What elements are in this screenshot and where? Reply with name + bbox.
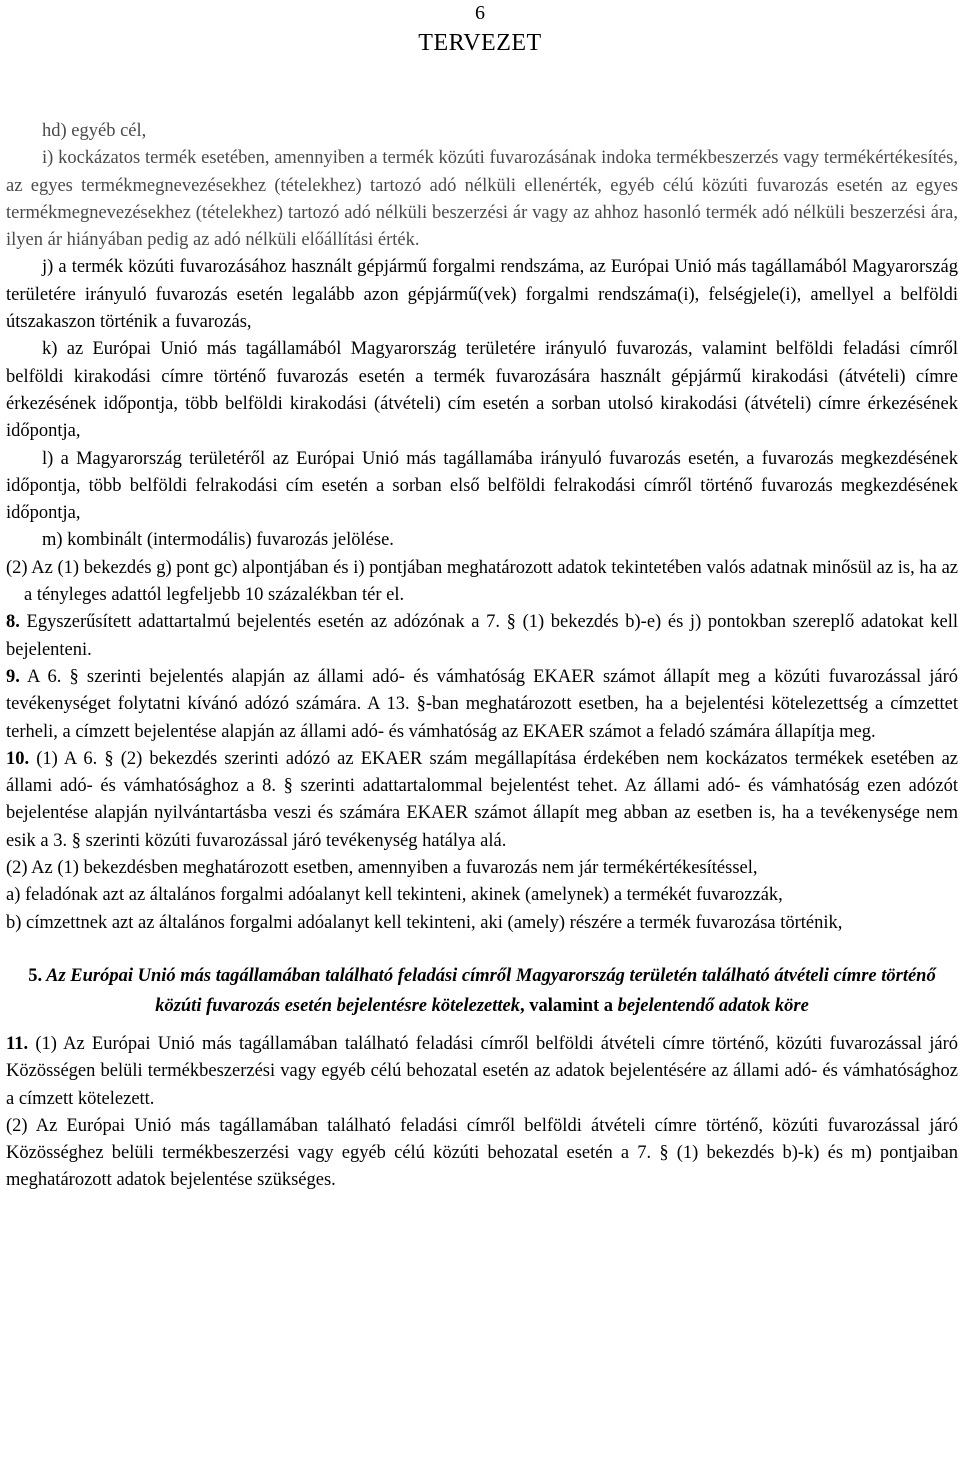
section-10: 10. (1) A 6. § (2) bekezdés szerinti adózó az EKAER szám megállapítása érdekében nem kockázatos termékek esetében az állami adó- és vámhatósághoz a 8. § szerinti adattartalommal bejelentést tehet. Az állami adó- és vámhatóság ezen adózót bejelentése alapján nyilvántartásba veszi és számára EKAER számot állapít meg abban az esetben is, ha a tevékenysége nem esik a 3. § szerinti közúti fuvarozással járó tevékenység hatálya alá. bbox=[6, 748, 959, 851]
chapter-5-number: 5. bbox=[28, 965, 43, 986]
section-11-number: 11. bbox=[6, 1033, 29, 1054]
section-10-paragraph-2: (2) Az (1) bekezdésben meghatározott esetben, amennyiben a fuvarozás nem jár termékértékesítéssel, bbox=[6, 858, 758, 879]
draft-label: TERVEZET bbox=[418, 30, 542, 56]
section-8-number: 8. bbox=[6, 612, 20, 633]
section-9-number: 9. bbox=[6, 666, 20, 687]
document-body bbox=[6, 118, 958, 1195]
paragraph-2: (2) Az (1) bekezdés g) pont gc) alpontjában és i) pontjában meghatározott adatok tekintetében valós adatnak minősül az is, ha az a tényleges adattól legfeljebb 10 százalékban tér el. bbox=[6, 557, 958, 606]
section-10-item-b: b) címzettnek azt az általános forgalmi adóalanyt kell tekinteni, aki (amely) részére a termék fuvarozása történik, bbox=[6, 912, 843, 933]
chapter-5-heading: 5. Az Európai Unió más tagállamában található feladási címről Magyarország területén található átvételi címre történő közúti fuvarozás esetén bejelentésre kötelezettek, valamint a bejelentendő adatok köre bbox=[28, 965, 936, 1016]
item-m: m) kombinált (intermodális) fuvarozás jelölése. bbox=[42, 530, 394, 551]
section-11-paragraph-2: (2) Az Európai Unió más tagállamában található feladási címről belföldi átvételi címre történő, közúti fuvarozással járó Közösséghez belüli termékbeszerzési vagy egyéb célú közúti behozatal esetén a 7. § (1) bekezdés b)-k) és m) pontjaiban meghatározott adatok bejelentése szükséges. bbox=[6, 1115, 958, 1191]
item-hd: hd) egyéb cél, bbox=[42, 121, 147, 141]
item-j: j) a termék közúti fuvarozásához használt gépjármű forgalmi rendszáma, az Európai Unió más tagállamából Magyarország területére irányuló fuvarozás esetén legalább azon gépjármű(vek) forgalmi rendszáma(i), felségjele(i), amellyel a belföldi útszakaszon történik a fuvarozás, bbox=[6, 257, 958, 333]
section-10-number: 10. bbox=[6, 748, 30, 769]
chapter-5-title: Az Európai Unió más tagállamában található feladási címről Magyarország területén található átvételi címre történő közúti fuvarozás esetén bejelentésre kötelezettek bbox=[46, 965, 936, 1016]
section-8: 8. Egyszerűsített adattartalmú bejelentés esetén az adózónak a 7. § (1) bekezdés b)-e) és j) pontokban szereplő adatokat kell bejelenteni. bbox=[6, 612, 959, 660]
item-k: k) az Európai Unió más tagállamából Magyarország területére irányuló fuvarozás, valamint belföldi feladási címről belföldi kirakodási címre történő fuvarozás esetén a termék fuvarozására használt gépjármű kirakodási (átvételi) címre érkezésének időpontja, több belföldi kirakodási (átvételi) cím esetén a sorban utolsó kirakodási (átvételi) címre érkezésének időpontja, bbox=[6, 339, 958, 442]
section-11: 11. (1) Az Európai Unió más tagállamában található feladási címről belföldi átvételi címre történő, közúti fuvarozással járó Közösségen belüli termékbeszerzési vagy egyéb célú behozatal esetén az adatok bejelentésére az állami adó- és vámhatósághoz a címzett kötelezett. bbox=[6, 1033, 958, 1109]
section-10-item-a: a) feladónak azt az általános forgalmi adóalanyt kell tekinteni, akinek (amelynek) a termékét fuvarozzák, bbox=[6, 885, 783, 906]
item-i: i) kockázatos termék esetében, amennyiben a termék közúti fuvarozásának indoka termékbeszerzés vagy termékértékesítés, az egyes termékmegnevezésekhez (tételekhez) tartozó adó nélküli ellenérték, egyéb célú közúti fuvarozás esetén az egyes termékmegnevezésekhez (tételekhez) tartozó adó nélküli beszerzési ár vagy az ahhoz hasonló termék adó nélküli beszerzési ára, ilyen ár hiányában pedig az adó nélküli előállítási érték. bbox=[6, 148, 958, 251]
section-9: 9. A 6. § szerinti bejelentés alapján az állami adó- és vámhatóság EKAER számot állapít meg a közúti fuvarozással járó tevékenységet folytatni kívánó adózó számára. A 13. §-ban meghatározott esetben, ha a bejelentési kötelezettség a címzettet terheli, a címzett bejelentése alapján az állami adó- és vámhatóság az EKAER számot a feladó számára állapítja meg. bbox=[6, 666, 958, 742]
chapter-5-title-end: bejelentendő adatok köre bbox=[617, 995, 809, 1016]
item-l: l) a Magyarország területéről az Európai Unió más tagállamába irányuló fuvarozás esetén, a fuvarozás megkezdésének időpontja, több belföldi felrakodási cím esetén a sorban első belföldi felrakodási címről történő fuvarozás megkezdésének időpontja, bbox=[6, 448, 958, 524]
page-number: 6 bbox=[475, 2, 485, 24]
